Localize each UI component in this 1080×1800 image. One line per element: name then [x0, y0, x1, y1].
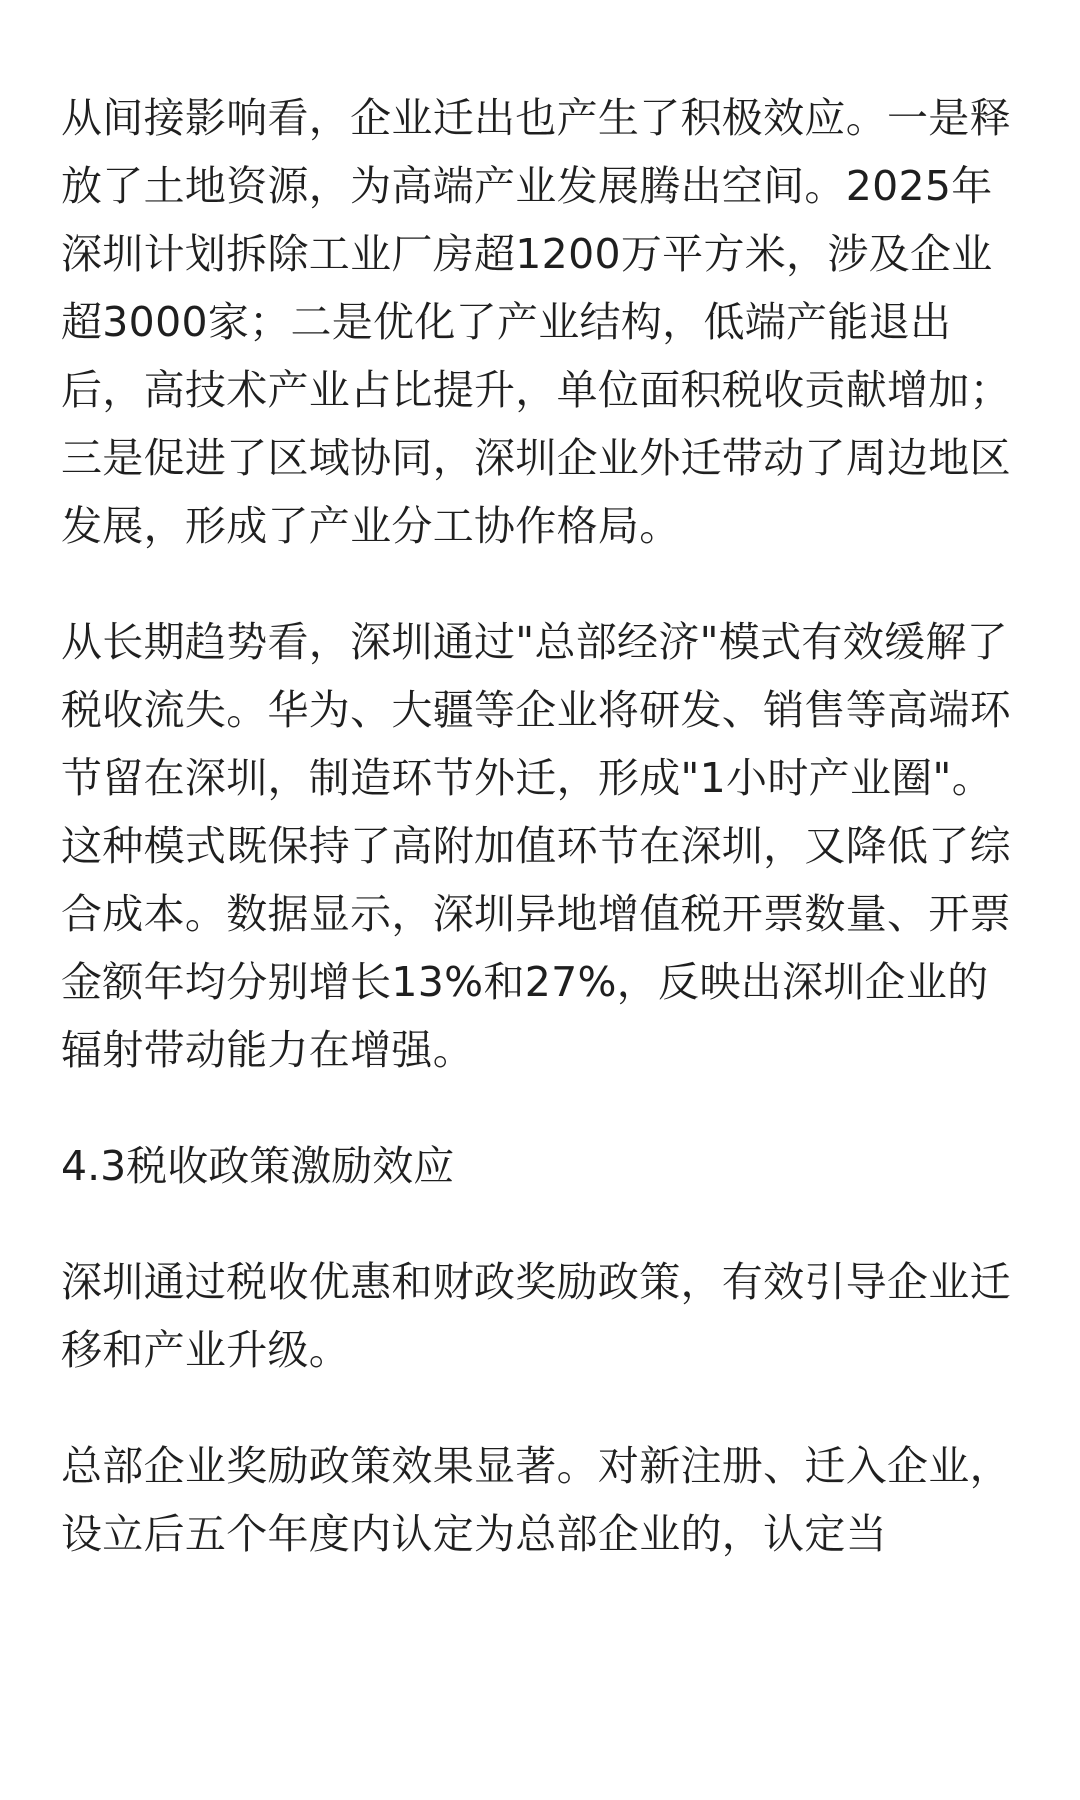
paragraph-indirect-impact: 从间接影响看，企业迁出也产生了积极效应。一是释放了土地资源，为高端产业发展腾出空间。2025年深圳计划拆除工业厂房超1200万平方米，涉及企业超3000家；二是优化了产业结构，低端产能退出后，高技术产业占比提升，单位面积税收贡献增加；三是促进了区域协同，深圳企业外迁带动了周边地区发展，形成了产业分工协作格局。 [61, 94, 1011, 550]
paragraph-tax-policy-intro: 深圳通过税收优惠和财政奖励政策，有效引导企业迁移和产业升级。 [61, 1258, 1011, 1374]
article-body [61, 84, 1019, 1568]
paragraph-hq-reward-policy: 总部企业奖励政策效果显著。对新注册、迁入企业，设立后五个年度内认定为总部企业的，认定当 [61, 1442, 1011, 1558]
section-heading: 4.3税收政策激励效应 [61, 1142, 455, 1190]
paragraph-long-term-trend: 从长期趋势看，深圳通过"总部经济"模式有效缓解了税收流失。华为、大疆等企业将研发、销售等高端环节留在深圳，制造环节外迁，形成"1小时产业圈"。这种模式既保持了高附加值环节在深圳，又降低了综合成本。数据显示，深圳异地增值税开票数量、开票金额年均分别增长13%和27%，反映出深圳企业的辐射带动能力在增强。 [61, 618, 1011, 1074]
